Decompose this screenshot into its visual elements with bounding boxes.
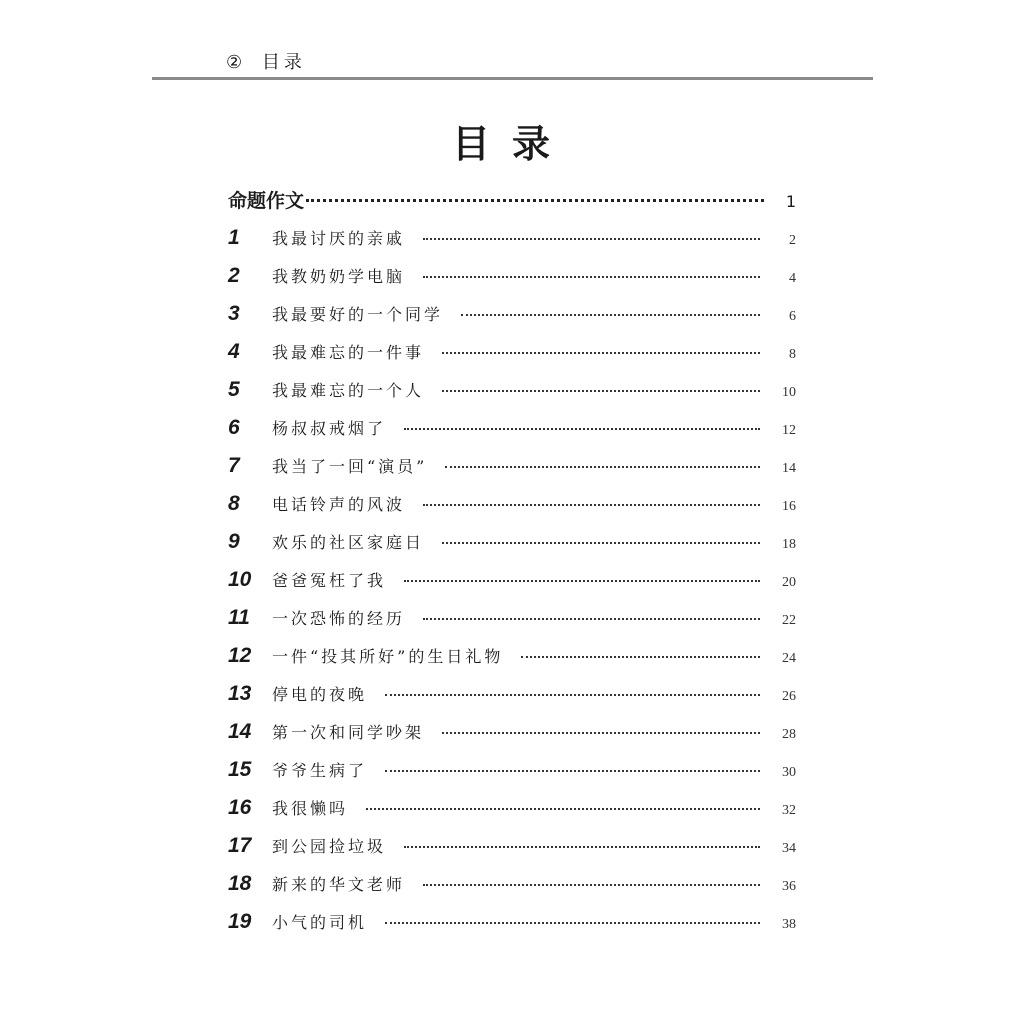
dot-leader xyxy=(404,428,760,430)
toc-entry[interactable] xyxy=(228,758,796,796)
entry-number: 9 xyxy=(228,530,240,553)
entry-number: 18 xyxy=(228,872,252,895)
toc-entry[interactable] xyxy=(228,606,796,644)
dot-leader xyxy=(442,542,760,544)
toc-entry[interactable] xyxy=(228,454,796,492)
section-title: 命题作文 xyxy=(228,190,305,212)
dot-leader xyxy=(423,238,760,240)
entry-page-number: 38 xyxy=(782,917,796,932)
entry-title: 欢乐的社区家庭日 xyxy=(272,533,425,552)
entry-page-number: 4 xyxy=(789,271,796,286)
toc-entry[interactable] xyxy=(228,378,796,416)
toc-entry[interactable] xyxy=(228,834,796,872)
entry-page-number: 20 xyxy=(782,575,796,590)
toc-section-row[interactable] xyxy=(228,186,796,218)
toc-entry[interactable] xyxy=(228,302,796,340)
entry-title: 爷爷生病了 xyxy=(272,761,368,780)
entry-number: 14 xyxy=(228,720,252,743)
toc-entry[interactable] xyxy=(228,682,796,720)
entry-page-number: 36 xyxy=(782,879,796,894)
entry-page-number: 32 xyxy=(782,803,796,818)
entry-title: 我最要好的一个同学 xyxy=(272,305,444,324)
entry-page-number: 34 xyxy=(782,841,796,856)
dot-leader xyxy=(366,808,760,810)
toc-entry[interactable] xyxy=(228,416,796,454)
dot-leader xyxy=(404,846,760,848)
toc-entry[interactable] xyxy=(228,872,796,910)
entry-number: 10 xyxy=(228,568,252,591)
toc-entry[interactable] xyxy=(228,492,796,530)
toc-entry[interactable] xyxy=(228,910,796,948)
page-title: 目录 xyxy=(451,122,572,166)
dot-leader xyxy=(423,884,760,886)
entry-title: 爸爸冤枉了我 xyxy=(272,571,387,590)
toc-entry[interactable] xyxy=(228,568,796,606)
entry-page-number: 28 xyxy=(782,727,796,742)
entry-title: 到公园捡垃圾 xyxy=(272,837,387,856)
entry-number: 16 xyxy=(228,796,252,819)
dot-leader xyxy=(385,922,760,924)
dot-leader xyxy=(423,276,760,278)
entry-number: 17 xyxy=(228,834,252,857)
entry-page-number: 22 xyxy=(782,613,796,628)
toc-entry-list xyxy=(228,226,796,948)
toc-entry[interactable] xyxy=(228,796,796,834)
header-running-title: 目录 xyxy=(261,52,306,73)
entry-number: 4 xyxy=(228,340,240,363)
entry-title: 新来的华文老师 xyxy=(272,875,406,894)
entry-page-number: 26 xyxy=(782,689,796,704)
entry-title: 停电的夜晚 xyxy=(272,685,368,704)
table-of-contents xyxy=(228,186,796,948)
entry-number: 15 xyxy=(228,758,252,781)
dot-leader xyxy=(445,466,760,468)
entry-title: 杨叔叔戒烟了 xyxy=(272,419,387,438)
toc-entry[interactable] xyxy=(228,720,796,758)
header-rule xyxy=(152,77,873,80)
entry-title: 我当了一回“演员” xyxy=(272,457,428,476)
entry-page-number: 14 xyxy=(782,461,796,476)
entry-page-number: 10 xyxy=(782,385,796,400)
entry-number: 13 xyxy=(228,682,252,705)
entry-number: 3 xyxy=(228,302,240,325)
dot-leader xyxy=(423,504,760,506)
dot-leader xyxy=(461,314,760,316)
dot-leader xyxy=(423,618,760,620)
dot-leader xyxy=(404,580,760,582)
dot-leader xyxy=(442,732,760,734)
entry-page-number: 16 xyxy=(782,499,796,514)
entry-page-number: 6 xyxy=(789,309,796,324)
section-page-number: 1 xyxy=(785,192,796,211)
dot-leader xyxy=(442,352,760,354)
entry-number: 8 xyxy=(228,492,240,515)
entry-title: 我最讨厌的亲戚 xyxy=(272,229,406,248)
entry-title: 我最难忘的一个人 xyxy=(272,381,425,400)
dot-leader xyxy=(385,770,760,772)
entry-title: 我很懒吗 xyxy=(272,799,349,818)
entry-title: 我教奶奶学电脑 xyxy=(272,267,406,286)
toc-entry[interactable] xyxy=(228,530,796,568)
entry-title: 第一次和同学吵架 xyxy=(272,723,425,742)
entry-number: 12 xyxy=(228,644,252,667)
entry-number: 5 xyxy=(228,378,240,401)
dot-leader xyxy=(306,199,764,202)
entry-number: 19 xyxy=(228,910,252,933)
entry-number: 7 xyxy=(228,454,240,477)
entry-page-number: 2 xyxy=(789,233,796,248)
toc-entry[interactable] xyxy=(228,644,796,682)
entry-number: 1 xyxy=(228,226,240,249)
toc-entry[interactable] xyxy=(228,340,796,378)
entry-page-number: 8 xyxy=(789,347,796,362)
entry-title: 一件“投其所好”的生日礼物 xyxy=(272,647,504,666)
entry-title: 电话铃声的风波 xyxy=(272,495,406,514)
entry-title: 小气的司机 xyxy=(272,913,368,932)
entry-title: 我最难忘的一件事 xyxy=(272,343,425,362)
entry-number: 11 xyxy=(228,606,250,629)
entry-page-number: 30 xyxy=(782,765,796,780)
entry-page-number: 24 xyxy=(782,651,796,666)
entry-number: 6 xyxy=(228,416,240,439)
running-header xyxy=(226,48,306,74)
entry-number: 2 xyxy=(228,264,240,287)
dot-leader xyxy=(521,656,760,658)
dot-leader xyxy=(442,390,760,392)
entry-title: 一次恐怖的经历 xyxy=(272,609,406,628)
dot-leader xyxy=(385,694,760,696)
entry-page-number: 18 xyxy=(782,537,796,552)
header-page-number: ② xyxy=(226,52,247,73)
entry-page-number: 12 xyxy=(782,423,796,438)
toc-entry[interactable] xyxy=(228,264,796,302)
toc-entry[interactable] xyxy=(228,226,796,264)
